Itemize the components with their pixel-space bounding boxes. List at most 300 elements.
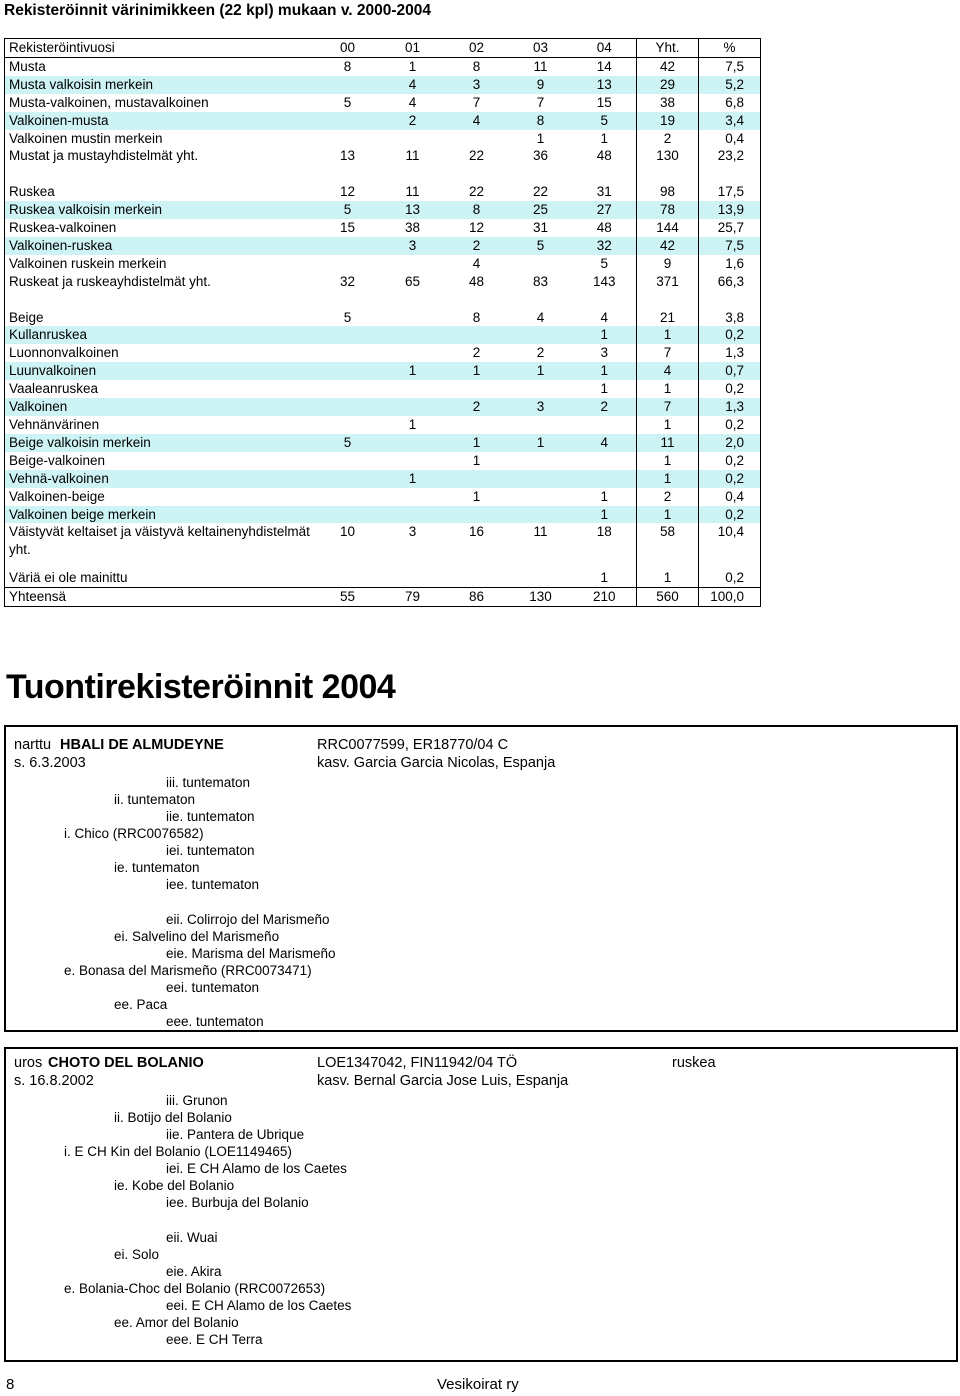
row-value — [315, 344, 381, 362]
row-label: Vaaleanruskea — [9, 381, 99, 397]
row-value: 13,9 — [699, 201, 761, 219]
row-value: 32 — [573, 237, 637, 255]
row-value — [699, 559, 761, 569]
row-value: 5 — [343, 309, 352, 325]
row-value: 7 — [637, 344, 699, 362]
row-value — [315, 326, 381, 344]
row-value — [445, 416, 509, 434]
row-value: 0,2 — [699, 416, 761, 434]
row-value: 6,8 — [699, 94, 761, 112]
row-value: 2,0 — [699, 434, 761, 452]
row-label: Väriä ei ole mainittu — [9, 570, 128, 586]
row-value: 1,3 — [699, 398, 761, 416]
pedigree-ancestor: iie. tuntematon — [166, 809, 255, 824]
row-value — [509, 255, 573, 273]
row-value — [381, 165, 445, 183]
row-value: 19 — [637, 112, 699, 130]
table-row — [5, 416, 761, 434]
row-value — [381, 309, 445, 327]
row-value: 42 — [637, 237, 699, 255]
row-label: Ruskea valkoisin merkein — [5, 201, 315, 219]
row-value — [445, 291, 509, 309]
row-value: 21 — [637, 309, 699, 327]
row-value: 130 — [509, 588, 573, 607]
row-value: 7 — [472, 94, 481, 110]
row-value: 25 — [509, 201, 573, 219]
row-value — [509, 380, 573, 398]
table-row — [5, 398, 761, 416]
row-value — [509, 569, 573, 587]
row-value: 3 — [445, 76, 509, 94]
row-value — [445, 165, 509, 183]
row-value: 10 — [339, 524, 356, 540]
dog1-registration: RRC0077599, ER18770/04 C — [317, 737, 509, 753]
dog2-color: ruskea — [672, 1055, 716, 1071]
import-registrations-title: Tuontirekisteröinnit 2004 — [6, 668, 396, 706]
table-row — [5, 470, 761, 488]
row-value: 12 — [468, 220, 485, 236]
row-value — [381, 255, 445, 273]
row-value — [509, 506, 573, 524]
table-row — [5, 291, 761, 309]
table-row — [5, 569, 761, 587]
row-value: 23,2 — [699, 147, 761, 165]
row-value: 130 — [637, 147, 699, 165]
row-value: 1 — [509, 434, 573, 452]
row-value — [381, 506, 445, 524]
row-value — [315, 380, 381, 398]
row-value: 11 — [533, 58, 548, 74]
row-value — [315, 112, 381, 130]
row-value: 4 — [573, 434, 637, 452]
row-value — [509, 416, 573, 434]
row-value: 4 — [536, 309, 545, 325]
pedigree-ancestor: i. E CH Kin del Bolanio (LOE1149465) — [64, 1144, 292, 1159]
table-header-cell: 00 — [315, 39, 381, 58]
row-value: 1,6 — [699, 255, 761, 273]
row-value — [315, 237, 381, 255]
pedigree-ancestor: i. Chico (RRC0076582) — [64, 826, 204, 841]
row-label — [5, 559, 315, 569]
row-value — [445, 380, 509, 398]
row-value: 1 — [637, 569, 699, 587]
row-value: 0,4 — [699, 488, 761, 506]
row-value: 1 — [600, 130, 608, 146]
table-row — [5, 237, 761, 255]
row-value: 100,0 — [699, 588, 761, 607]
row-value: 5 — [509, 237, 573, 255]
row-value: 48 — [596, 220, 612, 236]
row-value — [315, 398, 381, 416]
row-value: 1 — [600, 381, 608, 397]
row-label: Musta — [9, 58, 46, 74]
table-header-cell: Rekisteröintivuosi — [5, 39, 315, 58]
pedigree-ancestor: eei. E CH Alamo de los Caetes — [166, 1298, 352, 1313]
table-row — [5, 488, 761, 506]
row-value: 5 — [315, 201, 381, 219]
row-value — [381, 559, 445, 569]
row-label: Valkoinen-ruskea — [5, 237, 315, 255]
row-value: 2 — [381, 112, 445, 130]
row-value — [315, 130, 381, 148]
row-value: 1 — [381, 362, 445, 380]
row-value: 371 — [637, 273, 699, 291]
row-value — [315, 452, 381, 470]
row-value: 48 — [468, 273, 485, 289]
row-value: 98 — [637, 183, 699, 201]
row-label: Beige — [9, 309, 44, 325]
row-value — [573, 291, 637, 309]
row-value: 1 — [573, 326, 637, 344]
row-value: 2 — [445, 237, 509, 255]
row-label: Valkoinen-musta — [5, 112, 315, 130]
pedigree-ancestor: eei. tuntematon — [166, 980, 260, 995]
row-label: Musta-valkoinen, mustavalkoinen — [9, 94, 209, 110]
row-value: 17,5 — [699, 183, 761, 201]
row-value: 2 — [573, 398, 637, 416]
row-value — [445, 569, 509, 587]
row-value: 65 — [404, 273, 421, 289]
row-value: 12 — [339, 184, 356, 200]
row-value: 0,2 — [699, 326, 761, 344]
row-value: 86 — [445, 588, 509, 607]
row-value — [637, 291, 699, 309]
row-value — [445, 326, 509, 344]
row-value: 25,7 — [699, 219, 761, 237]
table-header-cell: 01 — [381, 39, 445, 58]
row-value: 1 — [573, 506, 637, 524]
row-value: 2 — [472, 345, 481, 361]
row-value: 8 — [445, 201, 509, 219]
row-value — [315, 470, 381, 488]
table-header-cell: 03 — [509, 39, 573, 58]
pedigree-ancestor: iii. tuntematon — [166, 775, 251, 790]
row-value — [573, 165, 637, 183]
row-value: 3,4 — [699, 112, 761, 130]
page-title: Rekisteröinnit värinimikkeen (22 kpl) mukaan v. 2000-2004 — [4, 2, 432, 19]
row-value — [509, 326, 573, 344]
row-value: 22 — [468, 184, 485, 200]
row-value: 5 — [573, 112, 637, 130]
table-row — [5, 506, 761, 524]
page-number: 8 — [6, 1376, 15, 1393]
row-value — [381, 130, 445, 148]
row-value: 5 — [343, 94, 352, 110]
row-value: 9 — [509, 76, 573, 94]
row-label: Valkoinen-beige — [9, 488, 105, 504]
table-header-row — [5, 39, 761, 58]
row-value — [381, 380, 445, 398]
pedigree-ancestor: ie. Kobe del Bolanio — [114, 1178, 235, 1193]
row-value: 1 — [509, 362, 573, 380]
pedigree-ancestor: ei. Salvelino del Marismeño — [114, 929, 280, 944]
dog1-birthdate: s. 6.3.2003 — [14, 755, 86, 771]
pedigree-ancestor: e. Bolania-Choc del Bolanio (RRC0072653) — [64, 1281, 326, 1296]
row-label — [5, 165, 315, 183]
row-label: Valkoinen beige merkein — [5, 506, 315, 524]
row-value: 38 — [637, 94, 699, 112]
pedigree-ancestor: iee. Burbuja del Bolanio — [166, 1195, 309, 1210]
table-row — [5, 147, 761, 165]
row-label: Musta valkoisin merkein — [5, 76, 315, 94]
row-value — [381, 326, 445, 344]
row-value: 0,2 — [699, 452, 761, 470]
row-value: 1 — [381, 470, 445, 488]
row-value — [573, 416, 637, 434]
row-value: 210 — [573, 588, 637, 607]
table-header-cell: 04 — [573, 39, 637, 58]
row-value: 11 — [405, 148, 420, 164]
row-value: 0,2 — [699, 380, 761, 398]
row-value: 1 — [445, 434, 509, 452]
row-value: 66,3 — [699, 273, 761, 291]
row-value: 11 — [637, 434, 699, 452]
dog2-sex: uros — [14, 1055, 43, 1071]
row-value: 1 — [637, 452, 699, 470]
row-value: 144 — [637, 219, 699, 237]
row-value: 1 — [472, 452, 481, 468]
row-value: 36 — [532, 148, 549, 164]
row-value: 1 — [600, 570, 608, 586]
row-value: 58 — [637, 523, 699, 559]
row-value — [509, 291, 573, 309]
row-label: Valkoinen — [5, 398, 315, 416]
row-value: 22 — [532, 184, 549, 200]
row-value — [315, 255, 381, 273]
dog1-breeder: kasv. Garcia Garcia Nicolas, Espanja — [317, 755, 556, 771]
row-value — [381, 569, 445, 587]
row-value: 3 — [600, 345, 608, 361]
table-row — [5, 165, 761, 183]
table-row — [5, 344, 761, 362]
row-value: 22 — [468, 148, 485, 164]
row-value: 143 — [592, 273, 616, 289]
row-value — [509, 488, 573, 506]
row-label: Väistyvät keltaiset ja väistyvä keltainenyhdistelmät yht. — [9, 524, 310, 558]
row-value: 4 — [600, 309, 608, 325]
table-row — [5, 112, 761, 130]
publication-name: Vesikoirat ry — [437, 1376, 519, 1393]
row-label: Ruskeat ja ruskeayhdistelmät yht. — [9, 273, 211, 289]
row-value — [509, 452, 573, 470]
table-row — [5, 201, 761, 219]
row-value: 2 — [637, 488, 699, 506]
row-value: 4 — [637, 362, 699, 380]
row-label: Yhteensä — [5, 588, 315, 607]
row-value — [573, 470, 637, 488]
row-value — [315, 165, 381, 183]
row-value — [573, 559, 637, 569]
row-value: 31 — [532, 220, 549, 236]
row-value: 1 — [472, 488, 481, 504]
pedigree-ancestor: eii. Wuai — [166, 1230, 218, 1245]
row-value: 1 — [637, 326, 699, 344]
row-value: 1 — [600, 488, 608, 504]
row-value: 4 — [381, 76, 445, 94]
pedigree-ancestor: iei. E CH Alamo de los Caetes — [166, 1161, 347, 1176]
row-value: 13 — [573, 76, 637, 94]
pedigree-ancestor: iee. tuntematon — [166, 877, 260, 892]
row-value: 560 — [637, 588, 699, 607]
table-row — [5, 434, 761, 452]
pedigree-ancestor: ii. Botijo del Bolanio — [114, 1110, 232, 1125]
row-value: 29 — [637, 76, 699, 94]
row-label: Valkoinen mustin merkein — [9, 130, 163, 146]
pedigree-ancestor: ee. Amor del Bolanio — [114, 1315, 239, 1330]
row-label: Kullanruskea — [5, 326, 315, 344]
table-row — [5, 130, 761, 148]
row-value — [573, 452, 637, 470]
pedigree-ancestor: eie. Marisma del Marismeño — [166, 946, 336, 961]
row-value: 9 — [637, 255, 699, 273]
table-row — [5, 326, 761, 344]
row-value: 14 — [596, 58, 612, 74]
pedigree-ancestor: ie. tuntematon — [114, 860, 200, 875]
table-row — [5, 183, 761, 201]
pedigree-ancestor: iii. Grunon — [166, 1093, 228, 1108]
row-value: 2 — [637, 130, 699, 148]
row-value: 2 — [445, 398, 509, 416]
row-value: 38 — [404, 220, 421, 236]
row-value: 8 — [472, 309, 481, 325]
pedigree-ancestor: ee. Paca — [114, 997, 168, 1012]
row-value — [509, 470, 573, 488]
row-value: 4 — [408, 94, 417, 110]
row-value — [381, 344, 445, 362]
row-value: 15 — [339, 220, 356, 236]
table-row — [5, 273, 761, 291]
row-value: 4 — [445, 112, 509, 130]
table-row — [5, 523, 761, 559]
import-dog-card-1 — [4, 725, 958, 1032]
row-value: 11 — [405, 184, 420, 200]
row-value — [381, 398, 445, 416]
row-value: 1 — [637, 506, 699, 524]
row-value: 1 — [445, 362, 509, 380]
row-value: 1 — [536, 130, 545, 146]
row-value: 5 — [600, 255, 608, 271]
row-value — [381, 291, 445, 309]
row-value: 13 — [381, 201, 445, 219]
row-value: 10,4 — [699, 523, 761, 559]
table-row — [5, 559, 761, 569]
dog1-sex: narttu — [14, 737, 52, 753]
row-value — [509, 559, 573, 569]
row-value — [509, 165, 573, 183]
dog2-registration: LOE1347042, FIN11942/04 TÖ — [317, 1055, 518, 1071]
row-value: 3,8 — [699, 309, 761, 327]
row-value: 5,2 — [699, 76, 761, 94]
row-value — [315, 569, 381, 587]
row-value: 8 — [343, 58, 352, 74]
row-label: Luonnonvalkoinen — [9, 345, 119, 361]
row-label: Valkoinen ruskein merkein — [9, 255, 167, 271]
row-value: 11 — [533, 524, 548, 540]
table-header-cell: Yht. — [637, 39, 699, 58]
row-label: Beige-valkoinen — [9, 452, 106, 468]
row-value — [315, 291, 381, 309]
row-value: 0,2 — [699, 470, 761, 488]
row-value: 0,2 — [699, 506, 761, 524]
row-value: 3 — [381, 237, 445, 255]
row-value — [315, 488, 381, 506]
row-value: 42 — [637, 57, 699, 75]
row-value: 78 — [637, 201, 699, 219]
row-label: Vehnä-valkoinen — [5, 470, 315, 488]
table-row — [5, 57, 761, 75]
row-value: 7,5 — [699, 57, 761, 75]
row-value: 1 — [408, 417, 417, 432]
row-value: 15 — [596, 94, 612, 110]
row-label: Ruskea — [9, 184, 55, 200]
table-row — [5, 76, 761, 94]
row-value: 7 — [637, 398, 699, 416]
pedigree-ancestor: iei. tuntematon — [166, 843, 255, 858]
row-value: 16 — [468, 524, 485, 540]
dog1-name: HBALI DE ALMUDEYNE — [60, 737, 224, 753]
row-value: 4 — [472, 255, 481, 271]
table-row — [5, 452, 761, 470]
row-label: Mustat ja mustayhdistelmät yht. — [9, 148, 199, 164]
row-label: Ruskea-valkoinen — [9, 220, 117, 236]
row-value: 2 — [536, 345, 545, 361]
table-row — [5, 219, 761, 237]
row-value: 48 — [596, 148, 612, 164]
row-value: 7 — [536, 94, 545, 110]
row-value: 1 — [408, 58, 417, 74]
row-value: 83 — [532, 273, 549, 289]
pedigree-ancestor: ii. tuntematon — [114, 792, 196, 807]
row-value — [381, 434, 445, 452]
row-value: 7,5 — [699, 237, 761, 255]
row-label — [5, 291, 315, 309]
row-value: 55 — [315, 588, 381, 607]
table-header-cell: % — [699, 39, 761, 58]
row-value — [637, 559, 699, 569]
table-row — [5, 309, 761, 327]
table-header-cell: 02 — [445, 39, 509, 58]
row-value: 5 — [315, 434, 381, 452]
row-value: 31 — [596, 184, 612, 200]
row-value — [315, 506, 381, 524]
row-value: 13 — [339, 148, 356, 164]
row-value: 1 — [637, 416, 699, 434]
row-value: 32 — [339, 273, 356, 289]
row-value: 1 — [637, 470, 699, 488]
row-value: 3 — [408, 524, 417, 540]
pedigree-ancestor: eie. Akira — [166, 1264, 222, 1279]
row-value — [445, 506, 509, 524]
row-value: 18 — [596, 524, 612, 540]
row-value — [445, 470, 509, 488]
row-value — [381, 452, 445, 470]
pedigree-ancestor: eee. tuntematon — [166, 1014, 264, 1029]
row-value — [637, 165, 699, 183]
row-value — [315, 559, 381, 569]
row-value — [381, 488, 445, 506]
dog2-breeder: kasv. Bernal Garcia Jose Luis, Espanja — [317, 1073, 569, 1089]
row-value — [315, 76, 381, 94]
table-row — [5, 362, 761, 380]
row-label: Beige valkoisin merkein — [5, 434, 315, 452]
row-label: Vehnänvärinen — [9, 417, 100, 432]
row-value: 1 — [573, 362, 637, 380]
dog2-name: CHOTO DEL BOLANIO — [48, 1055, 204, 1071]
table-row — [5, 380, 761, 398]
row-label: Luunvalkoinen — [5, 362, 315, 380]
pedigree-ancestor: ei. Solo — [114, 1247, 160, 1262]
table-row — [5, 255, 761, 273]
